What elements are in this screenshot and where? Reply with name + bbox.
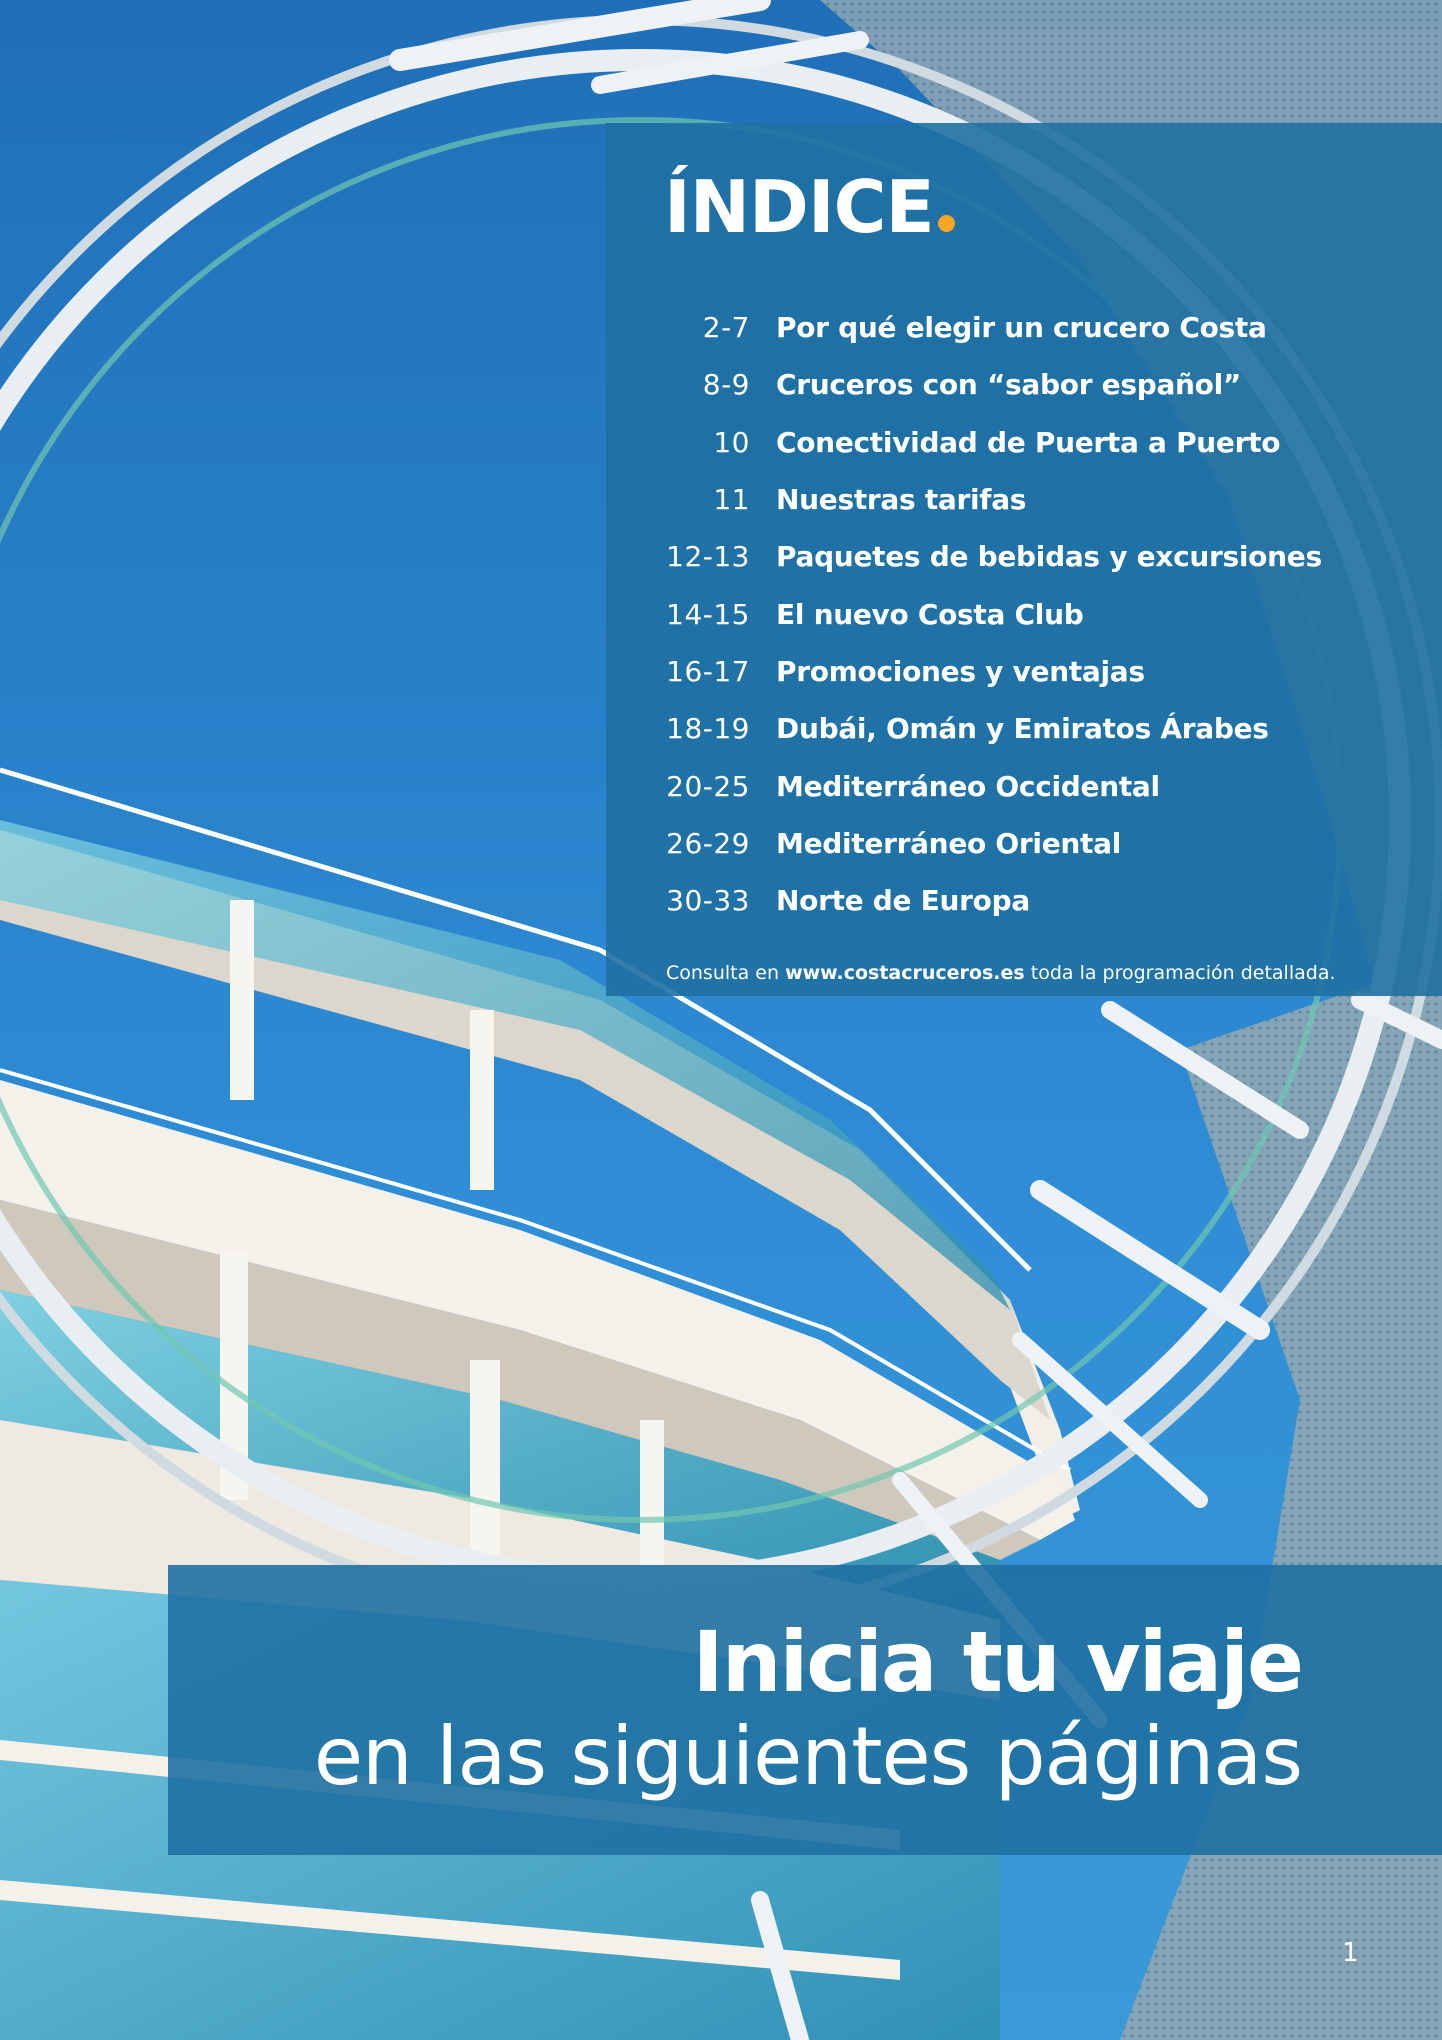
index-item[interactable] (606, 872, 1442, 929)
index-item[interactable] (606, 815, 1442, 872)
accent-dot-icon (938, 215, 955, 232)
index-item-pages: 11 (713, 483, 750, 517)
index-item-pages: 26-29 (666, 826, 750, 860)
headline-secondary: en las siguientes páginas (313, 1710, 1302, 1803)
headline-banner (168, 1565, 1442, 1855)
index-item[interactable] (606, 528, 1442, 585)
consult-note-suffix: toda la programación detallada. (1024, 962, 1336, 984)
index-item-pages: 18-19 (666, 712, 750, 746)
index-item-title: Por qué elegir un crucero Costa (776, 311, 1267, 345)
index-panel (606, 123, 1442, 996)
index-item[interactable] (606, 414, 1442, 471)
index-item-title: Paquetes de bebidas y excursiones (776, 540, 1322, 574)
index-item[interactable] (606, 585, 1442, 642)
index-item-title: Mediterráneo Oriental (776, 826, 1121, 860)
index-item-pages: 2-7 (702, 311, 750, 345)
index-item[interactable] (606, 700, 1442, 757)
consult-note (666, 962, 1336, 984)
index-item[interactable] (606, 471, 1442, 528)
index-item-pages: 16-17 (666, 654, 750, 688)
index-title: ÍNDICE (664, 171, 955, 243)
index-item-title: Mediterráneo Occidental (776, 769, 1160, 803)
index-item[interactable] (606, 299, 1442, 356)
headline-primary: Inicia tu viaje (692, 1613, 1302, 1711)
index-item-title: El nuevo Costa Club (776, 597, 1084, 631)
website-link[interactable]: www.costacruceros.es (785, 962, 1025, 984)
index-item-pages: 14-15 (666, 597, 750, 631)
index-item[interactable] (606, 643, 1442, 700)
index-list (606, 299, 1442, 929)
index-item-title: Conectividad de Puerta a Puerto (776, 425, 1281, 459)
index-item-pages: 12-13 (666, 540, 750, 574)
page-number: 1 (1342, 1938, 1359, 1968)
index-item-title: Nuestras tarifas (776, 483, 1027, 517)
index-item-title: Cruceros con “sabor español” (776, 368, 1242, 402)
index-item-pages: 20-25 (666, 769, 750, 803)
index-item-title: Norte de Europa (776, 884, 1030, 918)
index-item-pages: 10 (713, 425, 750, 459)
consult-note-prefix: Consulta en (666, 962, 786, 984)
index-item-title: Dubái, Omán y Emiratos Árabes (776, 712, 1269, 746)
index-item-pages: 8-9 (702, 368, 750, 402)
index-item-title: Promociones y ventajas (776, 654, 1145, 688)
index-item-pages: 30-33 (666, 884, 750, 918)
index-item[interactable] (606, 757, 1442, 814)
index-item[interactable] (606, 356, 1442, 413)
